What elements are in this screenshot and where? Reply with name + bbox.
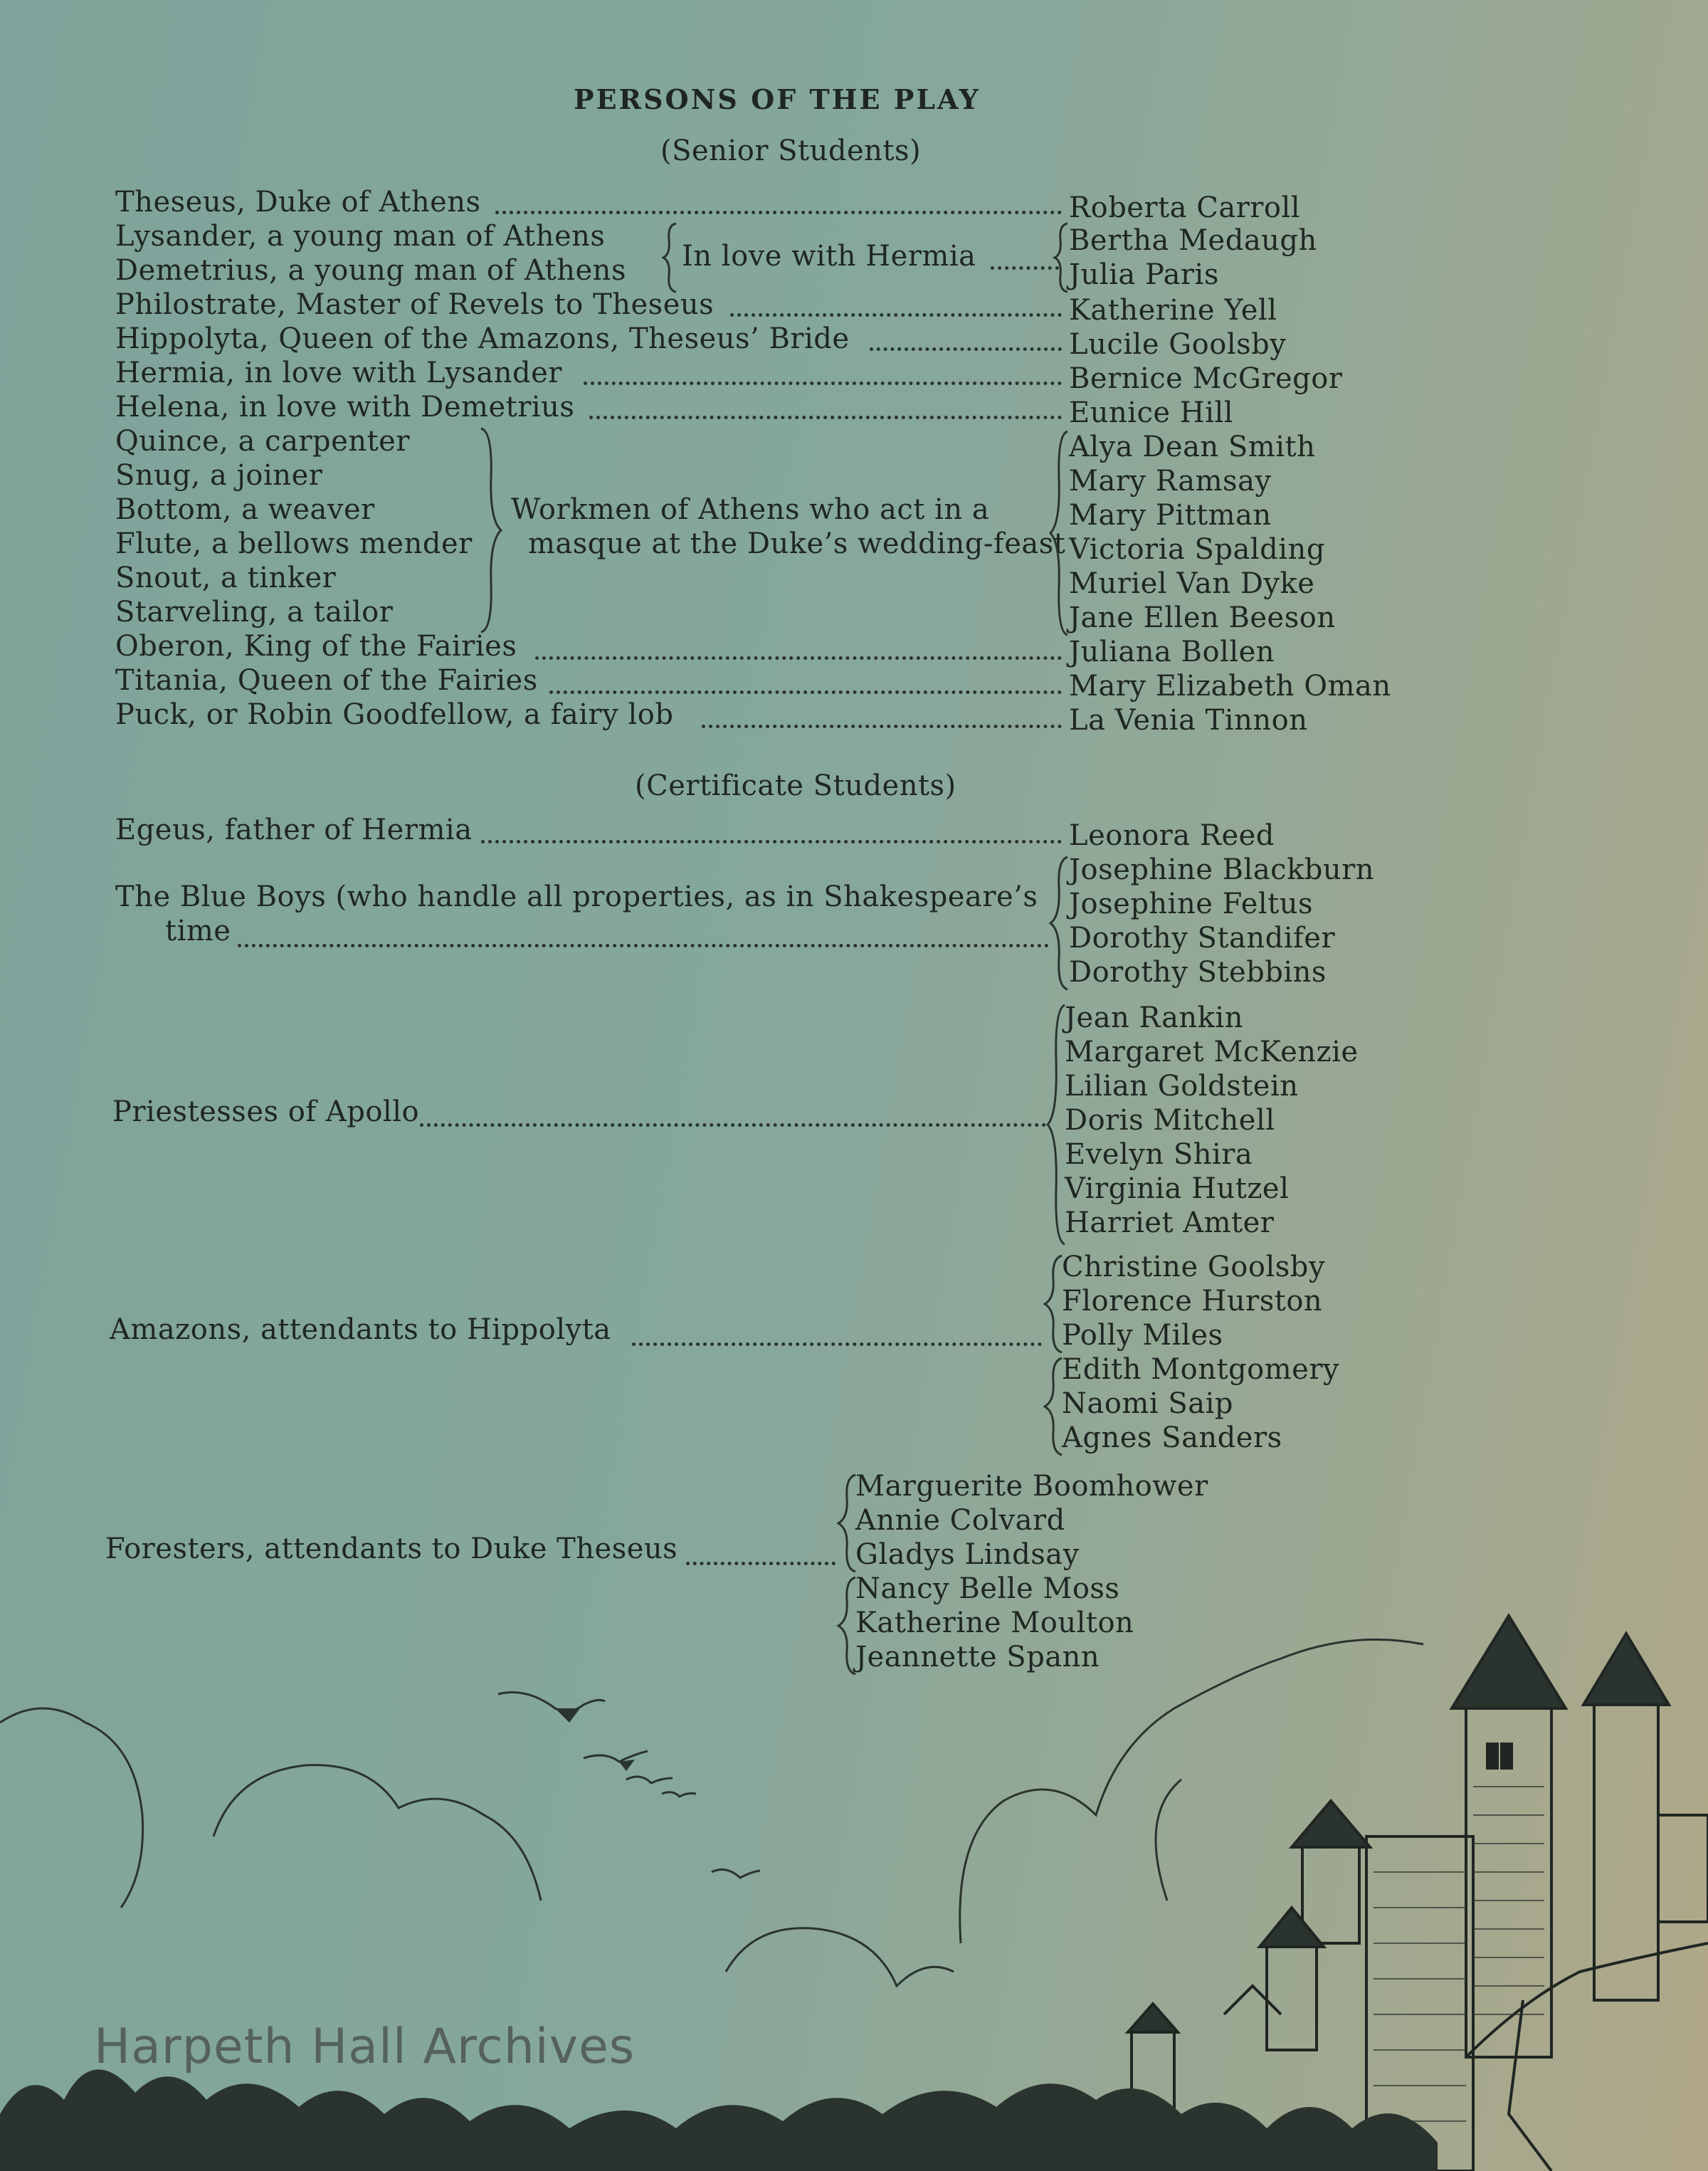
actor-margaret-mckenzie: Margaret McKenzie — [1065, 1036, 1359, 1068]
role-hermia: Hermia, in love with Lysander — [115, 357, 562, 389]
role-egeus: Egeus, father of Hermia — [115, 814, 473, 846]
senior-students-heading: (Senior Students) — [660, 135, 922, 167]
bird — [498, 1693, 605, 1712]
role-snout: Snout, a tinker — [115, 562, 337, 594]
certificate-students-heading: (Certificate Students) — [635, 769, 956, 802]
role-flute: Flute, a bellows mender — [115, 527, 473, 560]
actor-victoria-spalding: Victoria Spalding — [1069, 533, 1325, 566]
actor-leonora-reed: Leonora Reed — [1069, 819, 1275, 852]
leader-dots — [481, 836, 1062, 843]
actor-marguerite-boomhower: Marguerite Boomhower — [855, 1470, 1208, 1503]
role-blue-boys: The Blue Boys (who handle all properties, as in Shakespeare’s — [115, 881, 1038, 913]
brace-lovers-left — [662, 222, 683, 293]
actor-bertha-medaugh: Bertha Medaugh — [1069, 224, 1317, 257]
actor-nancy-belle-moss: Nancy Belle Moss — [855, 1572, 1120, 1605]
leader-dots — [420, 1119, 1046, 1127]
role-amazons: Amazons, attendants to Hippolyta — [110, 1313, 611, 1346]
role-puck: Puck, or Robin Goodfellow, a fairy lob — [115, 698, 674, 731]
actor-muriel-van-dyke: Muriel Van Dyke — [1069, 567, 1315, 600]
actor-mary-ramsay: Mary Ramsay — [1069, 465, 1272, 498]
bird — [626, 1777, 673, 1783]
actor-gladys-lindsay: Gladys Lindsay — [855, 1538, 1080, 1571]
workmen-note-line1: Workmen of Athens who act in a — [511, 493, 990, 526]
role-helena: Helena, in love with Demetrius — [115, 391, 575, 424]
role-theseus: Theseus, Duke of Athens — [115, 186, 481, 219]
role-snug: Snug, a joiner — [115, 459, 323, 492]
actor-roberta-carroll: Roberta Carroll — [1069, 191, 1301, 224]
actor-la-venia-tinnon: La Venia Tinnon — [1069, 704, 1308, 737]
role-priestesses: Priestesses of Apollo — [112, 1095, 420, 1128]
leader-dots — [495, 206, 1062, 214]
brace-blue-boys — [1049, 856, 1070, 991]
role-oberon: Oberon, King of the Fairies — [115, 630, 517, 663]
bird — [584, 1751, 648, 1762]
role-demetrius: Demetrius, a young man of Athens — [115, 254, 626, 287]
actor-jean-rankin: Jean Rankin — [1065, 1002, 1243, 1034]
castle-small-tower — [1302, 1844, 1359, 1943]
brace-workmen-left — [475, 427, 504, 634]
actor-naomi-saip: Naomi Saip — [1062, 1387, 1234, 1420]
actor-agnes-sanders: Agnes Sanders — [1062, 1421, 1282, 1454]
page-title: PERSONS OF THE PLAY — [574, 83, 981, 115]
leader-dots — [870, 343, 1062, 351]
archive-watermark: Harpeth Hall Archives — [94, 2019, 636, 2075]
actor-evelyn-shira: Evelyn Shira — [1065, 1138, 1253, 1171]
actor-mary-pittman: Mary Pittman — [1069, 499, 1272, 532]
leader-dots — [686, 1557, 835, 1565]
actor-alya-dean-smith: Alya Dean Smith — [1069, 431, 1316, 463]
actor-julia-paris: Julia Paris — [1069, 258, 1219, 291]
actor-bernice-mcgregor: Bernice McGregor — [1069, 362, 1343, 395]
cloud-tall — [960, 1639, 1423, 1943]
actor-mary-elizabeth-oman: Mary Elizabeth Oman — [1069, 670, 1391, 703]
actor-annie-colvard: Annie Colvard — [855, 1504, 1065, 1537]
actor-jeannette-spann: Jeannette Spann — [855, 1641, 1100, 1673]
leader-dots — [589, 411, 1062, 419]
role-bottom: Bottom, a weaver — [115, 493, 375, 526]
leader-dots — [991, 262, 1059, 270]
actor-dorothy-standifer: Dorothy Standifer — [1069, 922, 1336, 955]
actor-josephine-blackburn: Josephine Blackburn — [1069, 853, 1375, 886]
cloud-mid-left — [214, 1765, 541, 1901]
leader-dots — [730, 309, 1062, 317]
actor-lilian-goldstein: Lilian Goldstein — [1065, 1070, 1299, 1103]
role-titania: Titania, Queen of the Fairies — [115, 664, 538, 697]
actor-josephine-feltus: Josephine Feltus — [1069, 888, 1314, 920]
role-starveling: Starveling, a tailor — [115, 596, 394, 629]
actor-virginia-hutzel: Virginia Hutzel — [1065, 1172, 1290, 1205]
role-quince: Quince, a carpenter — [115, 425, 410, 458]
leader-dots — [549, 686, 1062, 694]
role-blue-boys-cont: time — [165, 915, 231, 947]
cloud-right — [1156, 1780, 1181, 1901]
actor-christine-goolsby: Christine Goolsby — [1062, 1251, 1325, 1283]
castle-landscape-illustration — [0, 1602, 1708, 2171]
role-hippolyta: Hippolyta, Queen of the Amazons, Theseus’ Bride — [115, 322, 850, 355]
role-lysander: Lysander, a young man of Athens — [115, 220, 606, 253]
actor-juliana-bollen: Juliana Bollen — [1069, 636, 1275, 668]
actor-katherine-moulton: Katherine Moulton — [855, 1607, 1134, 1639]
brace-workmen-right — [1049, 430, 1070, 636]
role-foresters: Foresters, attendants to Duke Theseus — [105, 1533, 678, 1565]
treeline — [0, 2069, 1267, 2171]
actor-doris-mitchell: Doris Mitchell — [1065, 1104, 1275, 1137]
bird — [712, 1869, 760, 1878]
leader-dots — [535, 652, 1062, 660]
actor-eunice-hill: Eunice Hill — [1069, 396, 1234, 429]
leader-dots — [702, 720, 1062, 728]
actor-katherine-yell: Katherine Yell — [1069, 294, 1277, 327]
actor-florence-hurston: Florence Hurston — [1062, 1285, 1323, 1318]
actor-lucile-goolsby: Lucile Goolsby — [1069, 328, 1287, 361]
leader-dots — [238, 940, 1049, 947]
cloud-left — [0, 1708, 143, 1908]
role-philostrate: Philostrate, Master of Revels to Theseus — [115, 288, 715, 321]
actor-dorothy-stebbins: Dorothy Stebbins — [1069, 956, 1327, 989]
workmen-note-line2: masque at the Duke’s wedding-feast — [528, 527, 1066, 560]
leader-dots — [584, 377, 1062, 385]
lovers-note: In love with Hermia — [682, 240, 976, 273]
cloud-center — [726, 1928, 954, 1986]
bird — [662, 1792, 696, 1797]
leader-dots — [632, 1338, 1042, 1346]
actor-polly-miles: Polly Miles — [1062, 1319, 1223, 1352]
actor-harriet-amter: Harriet Amter — [1065, 1207, 1275, 1239]
actor-edith-montgomery: Edith Montgomery — [1062, 1353, 1340, 1386]
actor-jane-ellen-beeson: Jane Ellen Beeson — [1069, 601, 1336, 634]
